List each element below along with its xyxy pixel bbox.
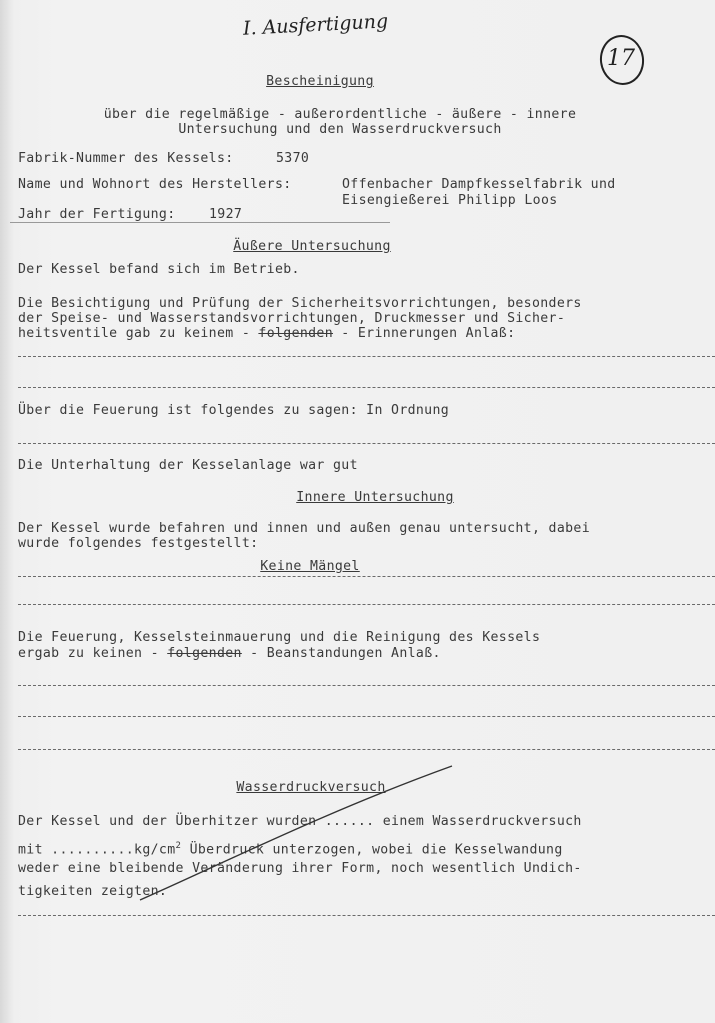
handwritten-header: I. Ausfertigung bbox=[242, 10, 389, 40]
innere-line-3: Die Feuerung, Kesselsteinmauerung und die Reinigung des Kessels bbox=[18, 630, 541, 645]
aeussere-line-4-a: heitsventile gab zu keinem - bbox=[18, 326, 259, 341]
hersteller-label: Name und Wohnort des Herstellers: bbox=[18, 177, 292, 192]
wasserdruck-line-2-a: mit ..........kg/cm bbox=[18, 842, 176, 858]
aeussere-line-4-b: - Erinnerungen Anlaß: bbox=[333, 326, 516, 341]
wasserdruck-heading: Wasserdruckversuch bbox=[236, 780, 386, 795]
unterhaltung-statement: Die Unterhaltung der Kesselanlage war gut bbox=[18, 458, 358, 473]
feuerung-statement: Über die Feuerung ist folgendes zu sagen: In Ordnung bbox=[18, 403, 450, 418]
hersteller-value-2: Eisengießerei Philipp Loos bbox=[342, 193, 558, 208]
aeussere-line-1: Der Kessel befand sich im Betrieb. bbox=[18, 262, 300, 277]
aeussere-line-4-strike: folgenden bbox=[258, 326, 334, 341]
subtitle-line-1: über die regelmäßige - außerordentliche - äußere - innere bbox=[103, 107, 577, 122]
fabrik-value: 5370 bbox=[276, 151, 310, 166]
wasserdruck-line-2-sup: 2 bbox=[175, 841, 182, 851]
innere-line-4-strike: folgenden bbox=[167, 646, 242, 661]
aeussere-heading: Äußere Untersuchung bbox=[233, 239, 391, 254]
wasserdruck-line-3: weder eine bleibende Veränderung ihrer Form, noch wesentlich Undich- bbox=[18, 861, 582, 876]
jahr-value: 1927 bbox=[209, 207, 243, 222]
aeussere-line-2: Die Besichtigung und Prüfung der Sicherheitsvorrichtungen, besonders bbox=[18, 296, 582, 311]
innere-line-2: wurde folgendes festgestellt: bbox=[18, 536, 259, 551]
innere-befund: Keine Mängel bbox=[260, 559, 360, 574]
page-number: 17 bbox=[607, 46, 635, 71]
subtitle-line-2: Untersuchung und den Wasserdruckversuch bbox=[178, 122, 502, 137]
aeussere-line-3: der Speise- und Wasserstandsvorrichtungen, Druckmesser und Sicher- bbox=[18, 311, 566, 326]
fabrik-label: Fabrik-Nummer des Kessels: bbox=[18, 151, 234, 166]
wasserdruck-line-1: Der Kessel und der Überhitzer wurden ...... einem Wasserdruckversuch bbox=[18, 814, 582, 829]
innere-line-1: Der Kessel wurde befahren und innen und außen genau untersucht, dabei bbox=[18, 521, 590, 536]
innere-heading: Innere Untersuchung bbox=[296, 490, 454, 505]
wasserdruck-line-4: tigkeiten zeigten. bbox=[18, 884, 168, 899]
document-title: Bescheinigung bbox=[266, 74, 374, 89]
innere-line-4-a: ergab zu keinen - bbox=[18, 646, 168, 661]
jahr-label: Jahr der Fertigung: bbox=[18, 207, 176, 222]
innere-line-4-b: - Beanstandungen Anlaß. bbox=[241, 646, 441, 661]
wasserdruck-line-2-b: Überdruck unterzogen, wobei die Kesselwandung bbox=[181, 842, 563, 858]
hersteller-value-1: Offenbacher Dampfkesselfabrik und bbox=[342, 177, 616, 192]
